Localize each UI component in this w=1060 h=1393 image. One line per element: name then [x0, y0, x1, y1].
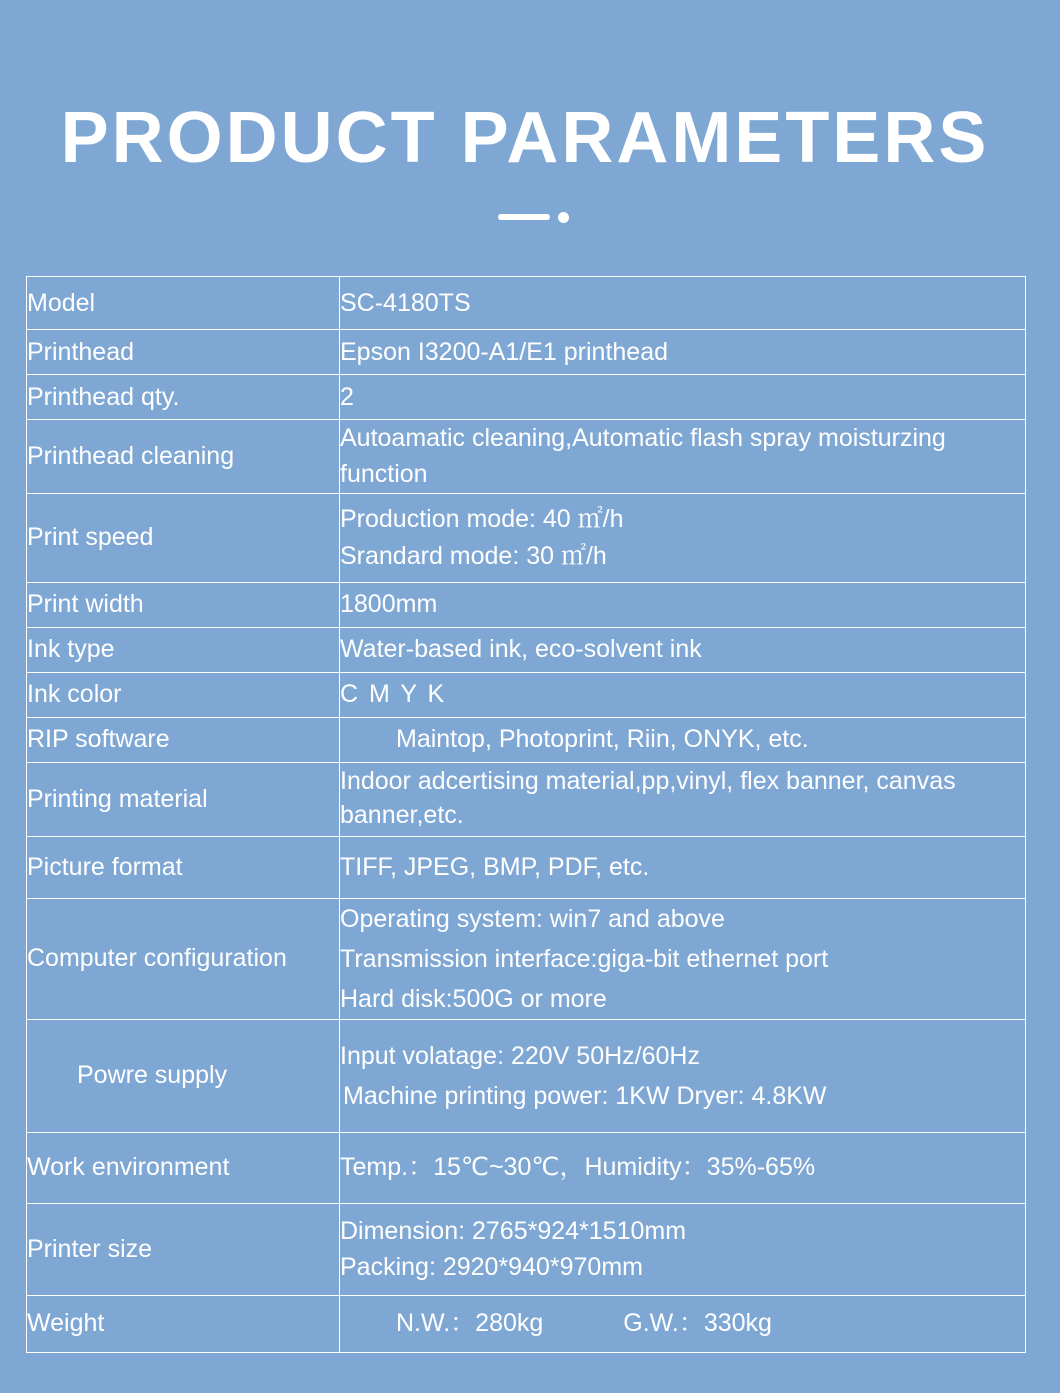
param-value-ink-type: Water-based ink, eco-solvent ink — [340, 627, 1026, 672]
param-label-printing-material: Printing material — [27, 762, 340, 836]
printer-size-line: Packing: 2920*940*970mm — [340, 1253, 643, 1281]
param-value-printhead: Epson I3200-A1/E1 printhead — [340, 330, 1026, 375]
param-label-printhead-cleaning: Printhead cleaning — [27, 420, 340, 494]
param-label-print-speed: Print speed — [27, 493, 340, 582]
power-supply-line: Input volatage: 220V 50Hz/60Hz — [340, 1041, 700, 1070]
param-label-print-width: Print width — [27, 582, 340, 627]
table-row — [27, 277, 1026, 330]
net-weight: N.W.：280kg — [396, 1309, 544, 1338]
param-label-work-environment: Work environment — [27, 1132, 340, 1203]
print-speed-line: Srandard mode: 30 ㎡/h — [340, 541, 607, 570]
table-row — [27, 582, 1026, 627]
param-label-ink-type: Ink type — [27, 627, 340, 672]
table-row — [27, 672, 1026, 717]
param-value-model: SC-4180TS — [340, 277, 1026, 330]
table-row — [27, 762, 1026, 836]
table-row — [27, 1203, 1026, 1295]
param-value-computer-configuration — [340, 898, 1026, 1019]
table-row — [27, 627, 1026, 672]
param-value-printing-material: Indoor adcertising material,pp,vinyl, flex banner, canvas banner,etc. — [340, 762, 1026, 836]
table-row — [27, 836, 1026, 898]
param-label-weight: Weight — [27, 1295, 340, 1352]
param-label-printhead: Printhead — [27, 330, 340, 375]
table-row — [27, 1295, 1026, 1352]
computer-config-line: Operating system: win7 and above — [340, 904, 725, 933]
page-title: PRODUCT PARAMETERS — [60, 98, 990, 178]
table-row — [27, 420, 1026, 494]
gross-weight: G.W.：330kg — [623, 1309, 772, 1338]
table-row — [27, 1132, 1026, 1203]
param-label-printhead-qty: Printhead qty. — [27, 375, 340, 420]
title-divider-dot — [558, 212, 569, 223]
parameters-table — [26, 276, 1026, 1353]
param-label-printer-size: Printer size — [27, 1203, 340, 1295]
param-value-power-supply — [340, 1019, 1026, 1132]
table-row — [27, 898, 1026, 1019]
param-value-rip-software: Maintop, Photoprint, Riin, ONYK, etc. — [340, 717, 1026, 762]
table-row — [27, 1019, 1026, 1132]
computer-config-line: Hard disk:500G or more — [340, 984, 607, 1013]
table-row — [27, 493, 1026, 582]
table-row — [27, 330, 1026, 375]
param-label-model: Model — [27, 277, 340, 330]
param-label-computer-configuration: Computer configuration — [27, 898, 340, 1019]
param-label-power-supply: Powre supply — [27, 1019, 340, 1132]
param-value-picture-format: TIFF, JPEG, BMP, PDF, etc. — [340, 836, 1026, 898]
table-row — [27, 375, 1026, 420]
param-value-print-width: 1800mm — [340, 582, 1026, 627]
param-label-rip-software: RIP software — [27, 717, 340, 762]
table-row — [27, 717, 1026, 762]
power-supply-line: Machine printing power: 1KW Dryer: 4.8KW — [343, 1081, 827, 1110]
param-value-printhead-cleaning: Autoamatic cleaning,Automatic flash spray moisturzing function — [340, 420, 1026, 494]
param-value-ink-color: C M Y K — [340, 672, 1026, 717]
param-label-ink-color: Ink color — [27, 672, 340, 717]
param-value-printer-size — [340, 1203, 1026, 1295]
title-divider-line — [498, 214, 550, 220]
param-value-printhead-qty: 2 — [340, 375, 1026, 420]
param-label-picture-format: Picture format — [27, 836, 340, 898]
param-value-weight — [340, 1295, 1026, 1352]
param-value-work-environment: Temp.：15℃~30℃，Humidity：35%-65% — [340, 1132, 1026, 1203]
param-value-print-speed — [340, 493, 1026, 582]
printer-size-line: Dimension: 2765*924*1510mm — [340, 1216, 687, 1245]
computer-config-line: Transmission interface:giga-bit ethernet port — [340, 944, 829, 973]
print-speed-line: Production mode: 40 ㎡/h — [340, 505, 624, 534]
